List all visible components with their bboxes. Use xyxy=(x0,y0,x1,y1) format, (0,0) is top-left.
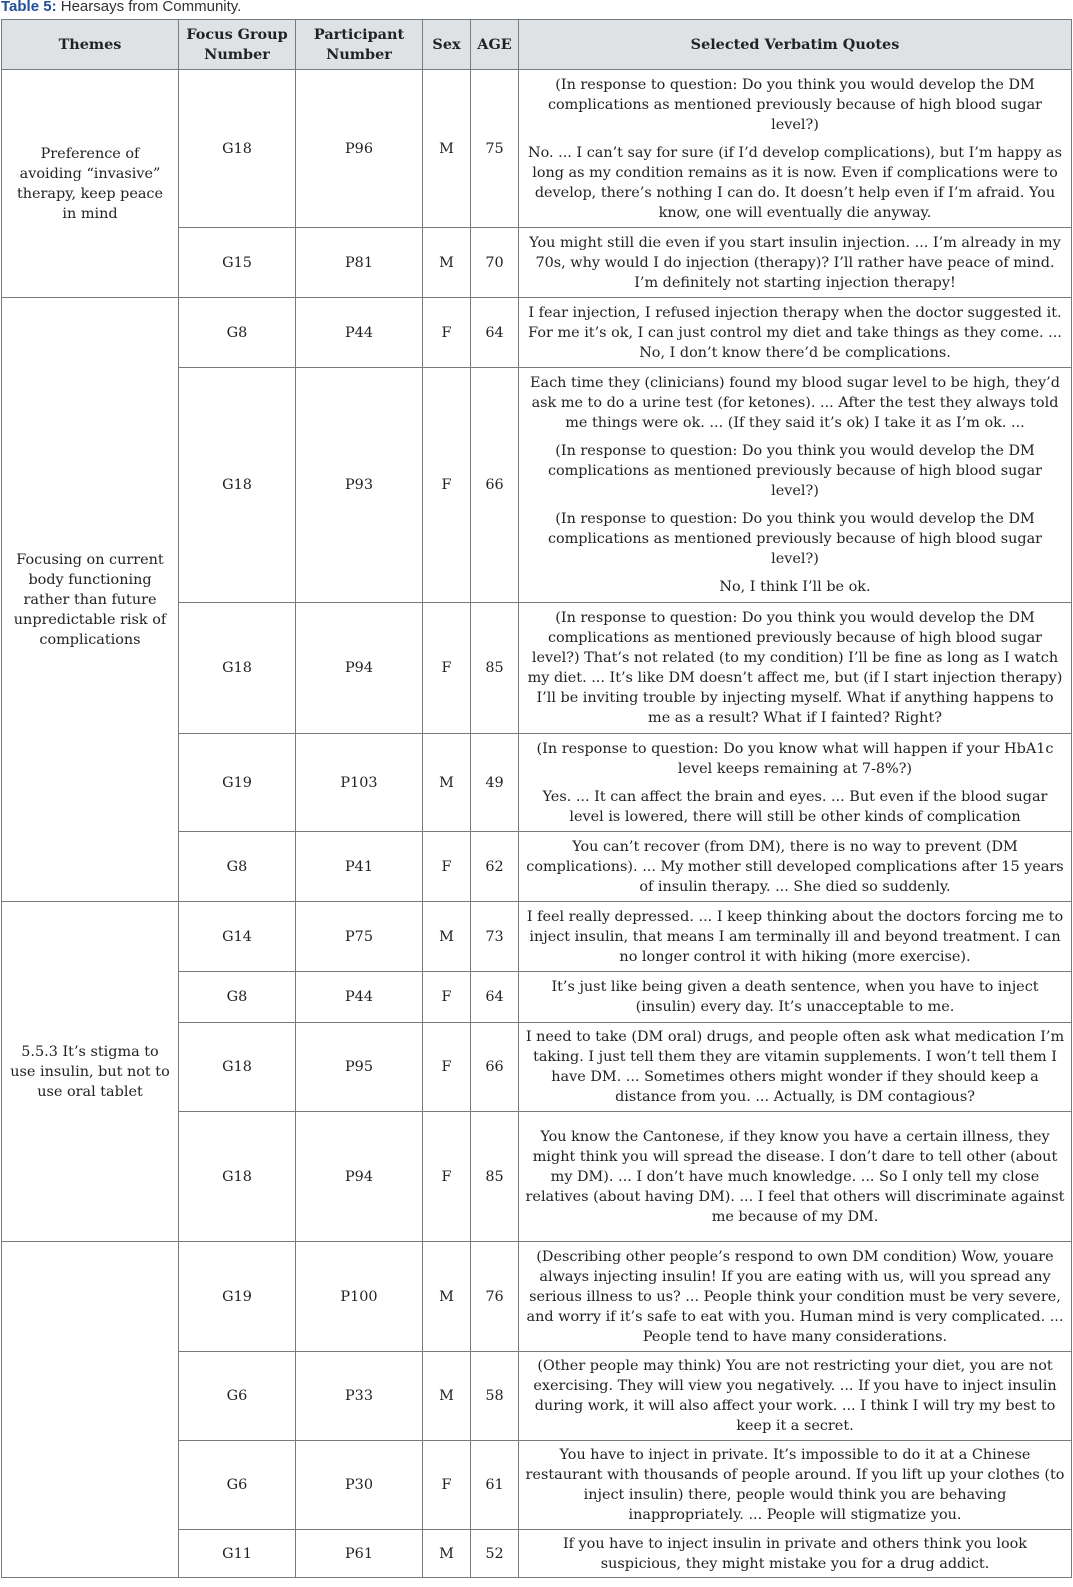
quote-text: No. ... I can’t say for sure (if I’d develop complications), but I’m happy as long as my condition remains as it is now. Even if complications were to develop, there’s nothing I can do. It doesn’t help even if I’m afraid. You know, one will eventually die anyway. xyxy=(527,144,1063,221)
sex-cell: M xyxy=(423,1352,471,1441)
age-cell: 62 xyxy=(471,832,519,902)
quote-cell xyxy=(519,1441,1072,1530)
group-cell: G8 xyxy=(179,972,296,1023)
age-cell: 76 xyxy=(471,1242,519,1352)
age-cell: 52 xyxy=(471,1530,519,1578)
quote-text: If you have to inject insulin in private and others think you look suspicious, they might mistake you for a drug addict. xyxy=(562,1535,1028,1572)
theme-cell: 5.5.3 It’s stigma to use insulin, but not to use oral tablet xyxy=(2,902,179,1242)
quote-cell xyxy=(519,1530,1072,1578)
sex-cell: M xyxy=(423,1242,471,1352)
participant-cell: P75 xyxy=(296,902,423,972)
quote-cell xyxy=(519,902,1072,972)
sex-cell: M xyxy=(423,1530,471,1578)
quote-text: I fear injection, I refused injection therapy when the doctor suggested it. For me it’s ok, I can just control my diet and take things as they come. ... No, I don’t know there’d be complications. xyxy=(528,304,1062,361)
quote-text: Yes. ... It can affect the brain and eyes. ... But even if the blood sugar level is lowered, there will still be other kinds of complication xyxy=(542,788,1048,825)
quote-text: (In response to question: Do you think you would develop the DM complications as mentioned previously because of high blood sugar level?) xyxy=(547,443,1043,499)
participant-cell: P95 xyxy=(296,1023,423,1112)
quote-text: I need to take (DM oral) drugs, and people often ask what medication I’m taking. I just tell them they are vitamin supplements. I won’t tell them I have DM. ... Sometimes others might wonder if they should keep a distance from you. ... Actually, is DM contagious? xyxy=(525,1029,1065,1105)
quote-text: (In response to question: Do you think you would develop the DM complications as mentioned previously because of high blood sugar level?) xyxy=(547,511,1043,567)
group-cell: G18 xyxy=(179,368,296,603)
theme-cell xyxy=(2,1242,179,1578)
participant-cell: P30 xyxy=(296,1441,423,1530)
quote-cell xyxy=(519,368,1072,603)
age-cell: 61 xyxy=(471,1441,519,1530)
caption-text: Hearsays from Community. xyxy=(56,0,242,15)
participant-cell: P44 xyxy=(296,972,423,1023)
group-cell: G6 xyxy=(179,1441,296,1530)
sex-cell: M xyxy=(423,228,471,298)
header-quotes: Selected Verbatim Quotes xyxy=(519,20,1072,70)
verbatim-quotes-table xyxy=(1,19,1072,1578)
age-cell: 58 xyxy=(471,1352,519,1441)
age-cell: 66 xyxy=(471,368,519,603)
quote-cell xyxy=(519,298,1072,368)
table-row xyxy=(2,298,1072,368)
quote-cell xyxy=(519,1112,1072,1242)
header-focus-group: Focus Group Number xyxy=(179,20,296,70)
quote-cell xyxy=(519,1352,1072,1441)
age-cell: 75 xyxy=(471,70,519,228)
age-cell: 49 xyxy=(471,734,519,832)
quote-cell xyxy=(519,734,1072,832)
quote-text: You can’t recover (from DM), there is no way to prevent (DM complications). ... My mother still developed complications after 15 years of insulin therapy. ... She died so suddenly. xyxy=(526,838,1064,895)
age-cell: 85 xyxy=(471,1112,519,1242)
participant-cell: P61 xyxy=(296,1530,423,1578)
sex-cell: F xyxy=(423,1441,471,1530)
table-row xyxy=(2,1242,1072,1352)
group-cell: G18 xyxy=(179,603,296,734)
sex-cell: F xyxy=(423,1112,471,1242)
participant-cell: P33 xyxy=(296,1352,423,1441)
header-participant: Participant Number xyxy=(296,20,423,70)
age-cell: 66 xyxy=(471,1023,519,1112)
sex-cell: F xyxy=(423,1023,471,1112)
quote-text: You know the Cantonese, if they know you have a certain illness, they might think you will spread the disease. I don’t dare to tell other (about my DM). ... I don’t have much knowledge. ... So I only tell my close relatives (about having DM). ... I feel that others will discriminate against me because of my DM. xyxy=(525,1128,1065,1225)
sex-cell: F xyxy=(423,972,471,1023)
quote-cell xyxy=(519,603,1072,734)
age-cell: 64 xyxy=(471,298,519,368)
quote-cell xyxy=(519,1023,1072,1112)
quote-text: I feel really depressed. ... I keep thinking about the doctors forcing me to inject insulin, that means I am terminally ill and beyond treatment. I can no longer control it with hiking (more exercise). xyxy=(526,908,1064,965)
quote-text: (In response to question: Do you think you would develop the DM complications as mentioned previously because of high blood sugar level?) xyxy=(547,76,1043,133)
age-cell: 70 xyxy=(471,228,519,298)
sex-cell: F xyxy=(423,298,471,368)
sex-cell: M xyxy=(423,70,471,228)
quote-text: You have to inject in private. It’s impossible to do it at a Chinese restaurant with thousands of people around. If you lift up your clothes (to inject insulin) there, people would think you are behaving inappropriately. ... People will stigmatize you. xyxy=(525,1447,1065,1523)
quote-cell xyxy=(519,1242,1072,1352)
quote-text: (Describing other people’s respond to own DM condition) Wow, youare always injecting insulin! If you are eating with us, will you spread any serious illness to us? ... People think your condition must be very severe, and worry if it’s safe to eat with you. Human mind is very complicated. ... People tend to have many considerations. xyxy=(526,1248,1064,1345)
age-cell: 64 xyxy=(471,972,519,1023)
participant-cell: P96 xyxy=(296,70,423,228)
quote-cell xyxy=(519,70,1072,228)
group-cell: G18 xyxy=(179,1023,296,1112)
caption-label: Table 5: xyxy=(1,0,57,15)
group-cell: G14 xyxy=(179,902,296,972)
sex-cell: F xyxy=(423,368,471,603)
group-cell: G19 xyxy=(179,734,296,832)
theme-cell: Focusing on current body functioning rather than future unpredictable risk of complications xyxy=(2,298,179,902)
group-cell: G6 xyxy=(179,1352,296,1441)
participant-cell: P44 xyxy=(296,298,423,368)
group-cell: G15 xyxy=(179,228,296,298)
table-row xyxy=(2,70,1072,228)
participant-cell: P81 xyxy=(296,228,423,298)
header-sex: Sex xyxy=(423,20,471,70)
sex-cell: F xyxy=(423,832,471,902)
participant-cell: P41 xyxy=(296,832,423,902)
header-age: AGE xyxy=(471,20,519,70)
group-cell: G8 xyxy=(179,298,296,368)
participant-cell: P93 xyxy=(296,368,423,603)
participant-cell: P94 xyxy=(296,603,423,734)
group-cell: G8 xyxy=(179,832,296,902)
participant-cell: P103 xyxy=(296,734,423,832)
participant-cell: P100 xyxy=(296,1242,423,1352)
age-cell: 73 xyxy=(471,902,519,972)
theme-cell: Preference of avoiding “invasive” therapy, keep peace in mind xyxy=(2,70,179,298)
quote-text: No, I think I’ll be ok. xyxy=(719,579,871,595)
quote-text: (In response to question: Do you think you would develop the DM complications as mentioned previously because of high blood sugar level?) That’s not related (to my condition) I’ll be fine as long as I watch my diet. ... It’s like DM doesn’t affect me, but (if I start injection therapy) I’ll be inviting trouble by injecting myself. What if anything happens to me as a result? What if I fainted? Right? xyxy=(527,610,1063,726)
quote-text: It’s just like being given a death sentence, when you have to inject (insulin) every day. It’s unacceptable to me. xyxy=(551,979,1039,1015)
age-cell: 85 xyxy=(471,603,519,734)
quote-text: Each time they (clinicians) found my blood sugar level to be high, they’d ask me to do a urine test (for ketones). ... After the test they always told me things were ok. ... (If they said it’s ok) I take it as I’m ok. ... xyxy=(530,375,1060,431)
table-caption xyxy=(1,0,241,16)
group-cell: G11 xyxy=(179,1530,296,1578)
quote-text: You might still die even if you start insulin injection. ... I’m already in my 70s, why would I do injection (therapy)? I’ll rather have peace of mind. I’m definitely not starting injection therapy! xyxy=(529,234,1061,291)
sex-cell: M xyxy=(423,902,471,972)
quote-cell xyxy=(519,972,1072,1023)
group-cell: G19 xyxy=(179,1242,296,1352)
quote-cell xyxy=(519,832,1072,902)
quote-text: (In response to question: Do you know what will happen if your HbA1c level keeps remaining at 7-8%?) xyxy=(536,740,1054,777)
group-cell: G18 xyxy=(179,1112,296,1242)
table-row xyxy=(2,902,1072,972)
sex-cell: F xyxy=(423,603,471,734)
header-themes: Themes xyxy=(2,20,179,70)
group-cell: G18 xyxy=(179,70,296,228)
quote-cell xyxy=(519,228,1072,298)
header-row xyxy=(2,20,1072,70)
quote-text: (Other people may think) You are not restricting your diet, you are not exercising. They will view you negatively. ... If you have to inject insulin during work, it will also affect your work. ... I think I will try my best to keep it a secret. xyxy=(533,1358,1057,1434)
sex-cell: M xyxy=(423,734,471,832)
participant-cell: P94 xyxy=(296,1112,423,1242)
